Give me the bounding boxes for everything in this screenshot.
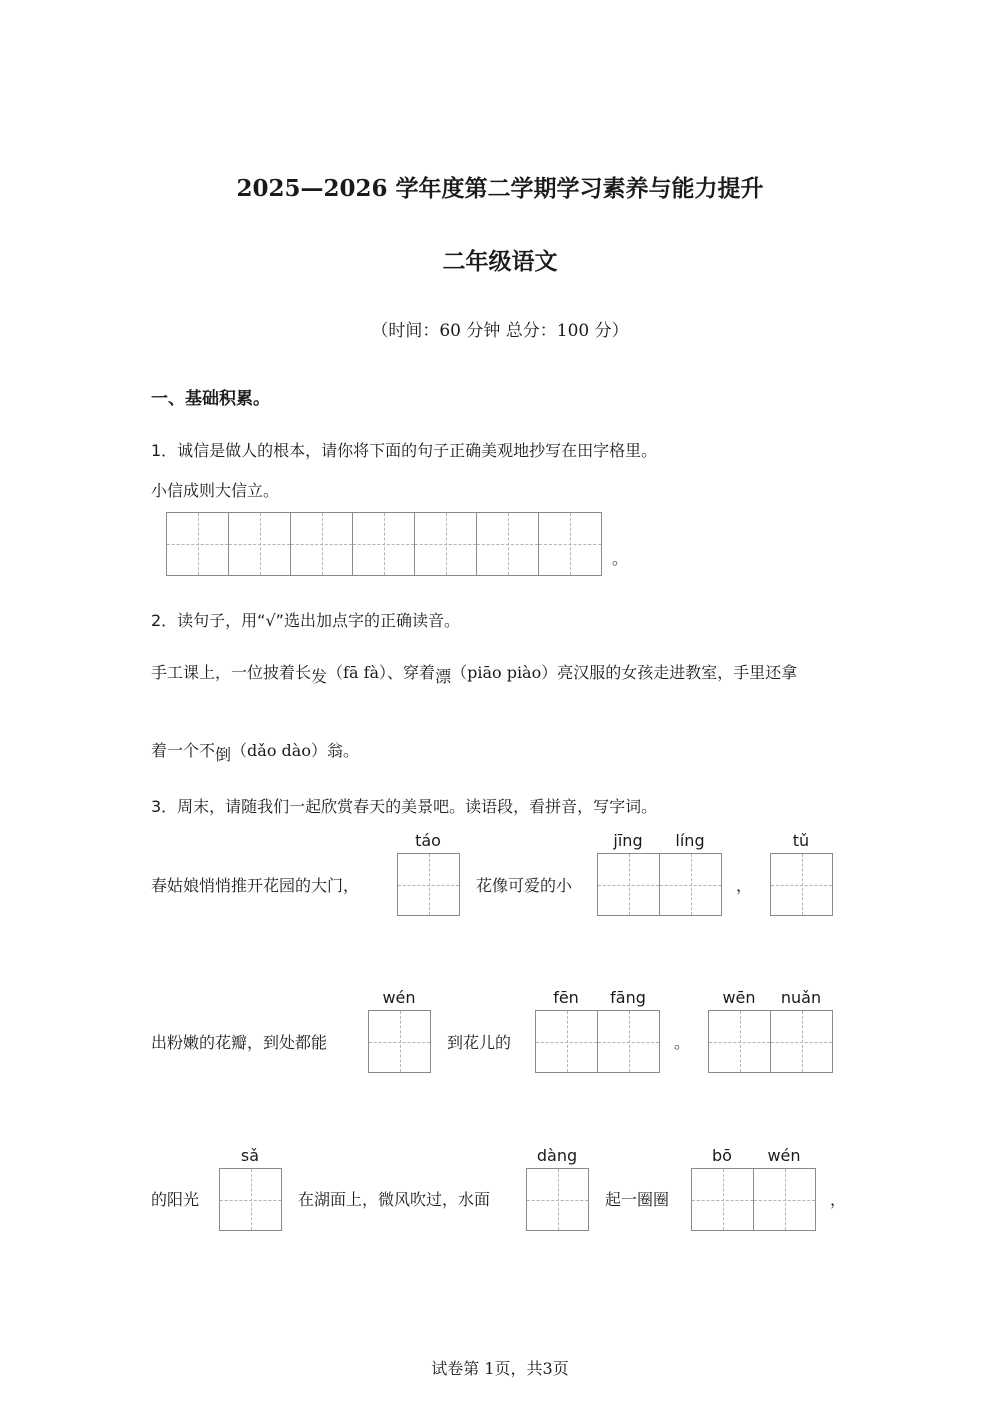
exam-subtitle: 二年级语文 [442, 249, 558, 275]
passage-text: ， [830, 1190, 847, 1209]
tianzige-cell[interactable] [229, 513, 291, 575]
dotted-char: 发 [311, 667, 328, 686]
passage-text: 在湖面上，微风吹过，水面 [298, 1190, 491, 1209]
sentence-text: 、穿着 [387, 663, 436, 682]
answer-grid[interactable] [691, 1168, 816, 1231]
tianzige-cell[interactable] [598, 854, 660, 915]
question-2-prompt: 2．读句子，用“√”选出加点字的正确读音。 [151, 611, 460, 630]
pinyin-label: fāng [610, 988, 646, 1007]
tianzige-cell[interactable] [220, 1169, 281, 1230]
answer-grid[interactable] [397, 853, 460, 916]
sentence-text: 手工课上，一位披着长 [151, 663, 312, 682]
pinyin-label: sǎ [240, 1146, 260, 1165]
passage-text: 到花儿的 [447, 1033, 512, 1052]
pinyin-label: wēn [722, 988, 756, 1007]
answer-grid[interactable] [597, 853, 722, 916]
dotted-char: 倒 [215, 745, 232, 764]
question-1-sentence: 小信成则大信立。 [151, 481, 280, 500]
pinyin-label: nuǎn [780, 988, 822, 1007]
pinyin-options[interactable]: （dǎo dào） [231, 741, 327, 760]
sentence-text: 着一个不 [151, 741, 216, 760]
pinyin-label: wén [382, 988, 416, 1007]
tianzige-cell[interactable] [692, 1169, 754, 1230]
tianzige-cell[interactable] [353, 513, 415, 575]
tianzige-cell[interactable] [771, 854, 832, 915]
tianzige-cell[interactable] [771, 1011, 832, 1072]
question-1-prompt: 1．诚信是做人的根本，请你将下面的句子正确美观地抄写在田字格里。 [151, 441, 658, 460]
pinyin-label: fēn [553, 988, 579, 1007]
pinyin-label: dàng [536, 1146, 578, 1165]
sentence-text: 翁。 [326, 741, 359, 760]
tianzige-cell[interactable] [167, 513, 229, 575]
tianzige-cell[interactable] [598, 1011, 659, 1072]
pinyin-label: líng [675, 831, 705, 850]
pinyin-label: bō [712, 1146, 732, 1165]
exam-info: （时间：60 分钟 总分：100 分） [371, 321, 629, 341]
tianzige-cell[interactable] [660, 854, 721, 915]
question-3-prompt: 3．周末，请随我们一起欣赏春天的美景吧。读语段，看拼音，写字词。 [151, 797, 658, 816]
answer-grid[interactable] [708, 1010, 833, 1073]
passage-text: ， [736, 876, 753, 895]
page-footer: 试卷第 1页，共3页 [431, 1359, 569, 1378]
tianzige-cell[interactable] [709, 1011, 771, 1072]
pinyin-options[interactable]: （piāo piào） [451, 663, 558, 682]
pinyin-label: táo [415, 831, 441, 850]
answer-grid[interactable] [526, 1168, 589, 1231]
question-1-writing-grid[interactable] [166, 512, 602, 576]
passage-text: 起一圈圈 [605, 1190, 670, 1209]
question-1-end-mark: 。 [612, 549, 629, 568]
pinyin-label: wén [767, 1146, 801, 1165]
tianzige-cell[interactable] [369, 1011, 430, 1072]
pinyin-label: tǔ [792, 831, 810, 850]
tianzige-cell[interactable] [477, 513, 539, 575]
tianzige-cell[interactable] [415, 513, 477, 575]
answer-grid[interactable] [535, 1010, 660, 1073]
passage-text: 花像可爱的小 [476, 876, 573, 895]
passage-text: 春姑娘悄悄推开花园的大门， [151, 876, 360, 895]
question-2-line-2 [151, 738, 359, 764]
passage-text: 出粉嫩的花瓣，到处都能 [151, 1033, 328, 1052]
section-heading: 一、基础积累。 [151, 389, 270, 409]
tianzige-cell[interactable] [527, 1169, 588, 1230]
sentence-text: 亮汉服的女孩走进教室，手里还拿 [557, 663, 798, 682]
answer-grid[interactable] [368, 1010, 431, 1073]
passage-text: 。 [674, 1033, 691, 1052]
tianzige-cell[interactable] [291, 513, 353, 575]
tianzige-cell[interactable] [536, 1011, 598, 1072]
question-2-line-1 [151, 660, 798, 686]
pinyin-options[interactable]: （fā fà） [327, 663, 388, 682]
pinyin-label: jīng [613, 831, 643, 850]
answer-grid[interactable] [219, 1168, 282, 1231]
answer-grid[interactable] [770, 853, 833, 916]
tianzige-cell[interactable] [398, 854, 459, 915]
tianzige-cell[interactable] [754, 1169, 815, 1230]
exam-title: 2025—2026 学年度第二学期学习素养与能力提升 [236, 175, 764, 202]
tianzige-cell[interactable] [539, 513, 601, 575]
dotted-char: 漂 [435, 667, 452, 686]
passage-text: 的阳光 [151, 1190, 200, 1209]
